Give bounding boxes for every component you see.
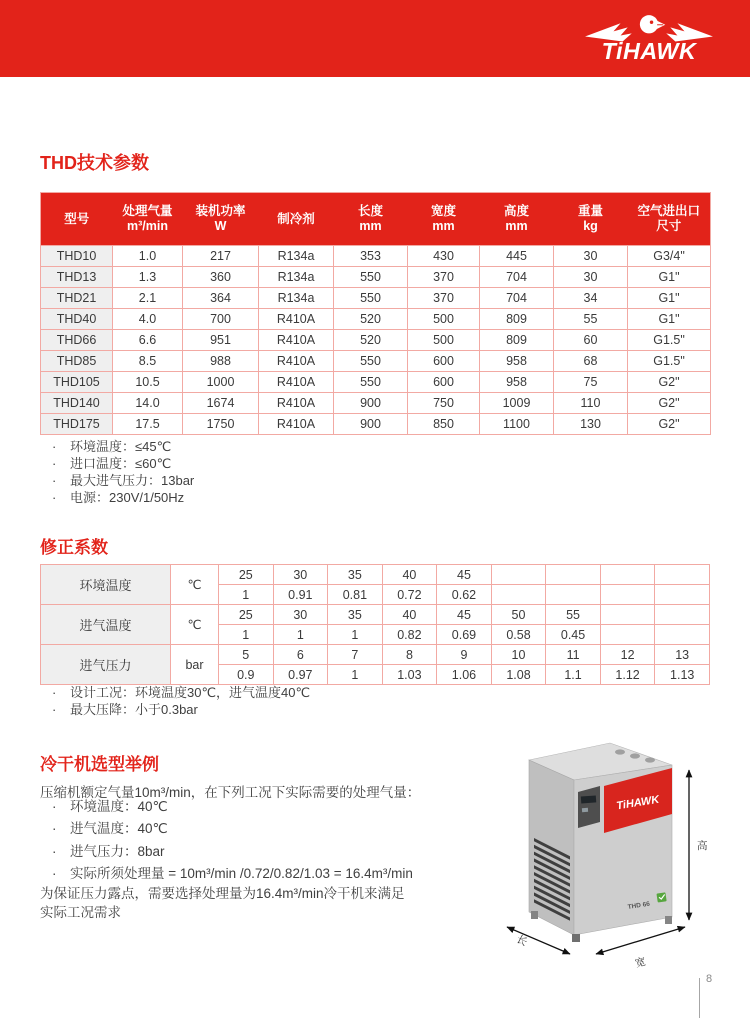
conclusion-line: 为保证压力露点，需要选择处理量为16.4m³/min冷干机来满足 [40,886,405,901]
spec-cell: 430 [408,246,480,267]
dryer-foot [531,911,538,919]
spec-notes-list [46,438,194,506]
spec-cell: R134a [259,288,334,309]
spec-cell: 809 [480,309,554,330]
eagle-head-icon [640,15,658,33]
spec-cell: 17.5 [113,414,183,435]
column-header-sub: m³/min [127,219,168,233]
bullet-dot: · [52,456,57,471]
spec-cell: 951 [183,330,259,351]
column-header [259,193,334,246]
model-cell: THD105 [41,372,113,393]
correction-factor-cell [600,585,655,605]
spec-cell: 370 [408,267,480,288]
column-header [628,193,711,246]
column-header-label: 空气进出口 [637,204,700,218]
correction-value-cell: 50 [491,605,546,625]
conclusion-line: 实际工况需求 [40,905,121,920]
spec-cell: 704 [480,267,554,288]
column-header-sub: mm [359,219,382,233]
dim-height-label: 高 [697,840,708,852]
correction-factor-cell: 0.81 [328,585,383,605]
correction-factor-cell: 1.1 [546,665,601,685]
correction-factor-cell: 1.13 [655,665,710,685]
dryer-foot [572,934,580,942]
product-image [492,730,730,970]
top-fitting [630,753,640,758]
model-cell: THD140 [41,393,113,414]
spec-cell: 550 [334,372,408,393]
example-section-title: 冷干机选型举例 [40,755,159,774]
column-header-sub: 尺寸 [656,219,682,233]
correction-row-label: 进气温度 [41,605,171,645]
correction-row-unit: ℃ [171,565,219,605]
spec-cell: 30 [554,246,628,267]
correction-value-cell: 8 [382,645,437,665]
list-item [46,818,413,840]
correction-row-values [41,605,710,625]
spec-cell: 700 [183,309,259,330]
model-cell: THD40 [41,309,113,330]
spec-cell: 364 [183,288,259,309]
spec-cell: 370 [408,288,480,309]
table-row [41,246,711,267]
correction-value-cell: 55 [546,605,601,625]
page-number: 8 [706,973,713,985]
correction-value-cell [546,565,601,585]
product-logo-text: TiHAWK [615,793,661,813]
spec-cell: 809 [480,330,554,351]
correction-row-label: 进气压力 [41,645,171,685]
bullet-dot: · [52,821,57,837]
spec-cell: 1000 [183,372,259,393]
spec-table [40,192,711,435]
correction-factor-cell [491,585,546,605]
spec-cell: 445 [480,246,554,267]
bullet-dot: · [52,702,57,717]
correction-factor-cell [600,625,655,645]
spec-cell: G2" [628,393,711,414]
correction-value-cell: 25 [219,605,274,625]
correction-row-unit: bar [171,645,219,685]
column-header-label: 型号 [64,211,90,226]
spec-cell: 520 [334,309,408,330]
spec-table-body [41,246,711,435]
correction-value-cell [491,565,546,585]
correction-value-cell: 7 [328,645,383,665]
spec-cell: G1.5" [628,330,711,351]
header-banner [0,0,750,77]
spec-cell: 550 [334,351,408,372]
product-model-label: THD 66 [627,900,651,911]
correction-value-cell: 5 [219,645,274,665]
quality-sticker [656,892,666,902]
correction-value-cell [600,565,655,585]
spec-cell: 2.1 [113,288,183,309]
table-row [41,393,711,414]
column-header-label: 长度 [357,204,383,218]
column-header-sub: mm [505,219,528,233]
correction-value-cell: 45 [437,565,492,585]
column-header [334,193,408,246]
table-row [41,267,711,288]
bullet-dot: · [52,685,57,700]
correction-value-cell: 40 [382,605,437,625]
list-item [46,489,194,506]
correction-value-cell [600,605,655,625]
correction-factor-cell: 0.91 [273,585,328,605]
footer-divider [699,978,700,1018]
list-item-text: 进气温度：40℃ [70,821,168,837]
column-header-sub: mm [432,219,455,233]
correction-value-cell: 35 [328,565,383,585]
column-header [480,193,554,246]
spec-cell: 360 [183,267,259,288]
width-dimension-arrow [596,927,685,954]
spec-cell: 958 [480,351,554,372]
list-item-text: 电源：230V/1/50Hz [70,490,185,505]
table-row [41,330,711,351]
spec-cell: 1.3 [113,267,183,288]
bullet-dot: · [52,843,57,859]
correction-factor-cell: 0.69 [437,625,492,645]
column-header [113,193,183,246]
correction-factor-cell: 0.45 [546,625,601,645]
spec-cell: 550 [334,267,408,288]
correction-table [40,564,710,685]
correction-table-body [41,565,710,685]
correction-factor-cell: 0.62 [437,585,492,605]
spec-cell: R410A [259,351,334,372]
spec-cell: R410A [259,372,334,393]
list-item-text: 设计工况：环境温度30℃，进气温度40℃ [70,685,311,700]
correction-value-cell: 13 [655,645,710,665]
dim-width-label: 宽 [633,955,648,970]
spec-cell: 75 [554,372,628,393]
column-header-sub: kg [583,219,598,233]
example-conclusion [40,884,490,922]
specs-section-title: THD技术参数 [40,153,149,173]
spec-cell: 900 [334,393,408,414]
correction-value-cell: 12 [600,645,655,665]
correction-factor-cell: 0.9 [219,665,274,685]
table-row [41,309,711,330]
model-cell: THD13 [41,267,113,288]
brand-logo [582,11,716,68]
spec-cell: 704 [480,288,554,309]
correction-value-cell [655,565,710,585]
spec-cell: G1" [628,267,711,288]
correction-value-cell: 25 [219,565,274,585]
spec-cell: 30 [554,267,628,288]
correction-value-cell: 30 [273,605,328,625]
correction-factor-cell: 1 [219,625,274,645]
spec-cell: 217 [183,246,259,267]
spec-cell: 600 [408,372,480,393]
correction-value-cell [655,605,710,625]
list-item [46,455,194,472]
spec-cell: G1.5" [628,351,711,372]
model-cell: THD66 [41,330,113,351]
correction-factor-cell: 1 [273,625,328,645]
correction-value-cell: 6 [273,645,328,665]
spec-table-header [41,193,711,246]
correction-factor-cell: 0.72 [382,585,437,605]
correction-factor-cell: 0.82 [382,625,437,645]
list-item-text: 进气压力：8bar [70,843,165,859]
list-item [46,863,413,885]
spec-cell: 500 [408,309,480,330]
model-cell: THD10 [41,246,113,267]
correction-row-unit: ℃ [171,605,219,645]
table-row [41,351,711,372]
correction-factor-cell: 0.97 [273,665,328,685]
column-header-label: 重量 [577,204,603,218]
spec-cell: G2" [628,372,711,393]
spec-cell: 55 [554,309,628,330]
spec-cell: 900 [334,414,408,435]
spec-cell: 68 [554,351,628,372]
correction-row-label: 环境温度 [41,565,171,605]
list-item [46,796,413,818]
correction-factor-cell: 1 [328,665,383,685]
correction-value-cell: 35 [328,605,383,625]
list-item [46,841,413,863]
list-item [46,438,194,455]
control-button [582,808,588,812]
spec-cell: 110 [554,393,628,414]
spec-cell: 1.0 [113,246,183,267]
correction-factor-cell: 1 [219,585,274,605]
spec-cell: 14.0 [113,393,183,414]
column-header-label: 宽度 [430,204,456,218]
model-cell: THD175 [41,414,113,435]
list-item-text: 最大压降：小于0.3bar [70,702,198,717]
spec-cell: 4.0 [113,309,183,330]
spec-cell: 1750 [183,414,259,435]
correction-factor-cell: 0.58 [491,625,546,645]
correction-section-title: 修正系数 [40,538,108,557]
table-row [41,414,711,435]
correction-value-cell: 40 [382,565,437,585]
spec-cell: G1" [628,288,711,309]
correction-factor-cell: 1.08 [491,665,546,685]
spec-cell: R410A [259,393,334,414]
list-item-text: 最大进气压力：13bar [70,473,195,488]
correction-notes-list [46,684,310,718]
correction-factor-cell: 1 [328,625,383,645]
spec-cell: 34 [554,288,628,309]
spec-cell: R134a [259,267,334,288]
example-intro-text: 压缩机额定气量10m³/min，在下列工况下实际需要的处理气量： [40,785,421,800]
list-item-text: 进口温度：≤60℃ [70,456,172,471]
column-header-label: 装机功率 [195,204,246,218]
correction-value-cell: 10 [491,645,546,665]
list-item [46,701,310,718]
spec-cell: R134a [259,246,334,267]
control-display [581,795,596,803]
spec-cell: G3/4" [628,246,711,267]
list-item-text: 环境温度：≤45℃ [70,439,172,454]
correction-factor-cell: 1.12 [600,665,655,685]
dim-length-label: 长 [514,933,530,949]
correction-factor-cell: 1.06 [437,665,492,685]
spec-cell: 550 [334,288,408,309]
spec-cell: 600 [408,351,480,372]
column-header-label: 高度 [503,204,529,218]
dryer-foot [665,916,672,924]
column-header [408,193,480,246]
bullet-dot: · [52,439,57,454]
spec-cell: 988 [183,351,259,372]
spec-cell: 520 [334,330,408,351]
correction-value-cell: 30 [273,565,328,585]
column-header-sub: W [214,219,227,233]
list-item [46,684,310,701]
bullet-dot: · [52,473,57,488]
model-cell: THD85 [41,351,113,372]
column-header [554,193,628,246]
bullet-dot: · [52,866,57,882]
correction-factor-cell: 1.03 [382,665,437,685]
top-fitting [645,757,655,762]
spec-header-row [41,193,711,246]
spec-cell: 958 [480,372,554,393]
column-header-label: 处理气量 [122,204,173,218]
correction-factor-cell [546,585,601,605]
correction-value-cell: 45 [437,605,492,625]
control-panel [578,786,600,828]
correction-row-values [41,565,710,585]
column-header [41,193,113,246]
spec-cell: 6.6 [113,330,183,351]
spec-cell: R410A [259,330,334,351]
top-fitting [615,749,625,754]
column-header-label: 制冷剂 [277,211,315,226]
spec-cell: 1100 [480,414,554,435]
spec-cell: 130 [554,414,628,435]
correction-row-values [41,645,710,665]
spec-cell: 8.5 [113,351,183,372]
spec-cell: R410A [259,309,334,330]
spec-cell: 60 [554,330,628,351]
table-row [41,372,711,393]
correction-factor-cell [655,625,710,645]
spec-cell: 850 [408,414,480,435]
correction-value-cell: 11 [546,645,601,665]
list-item-text: 实际所须处理量 = 10m³/min /0.72/0.82/1.03 = 16.4m³/min [70,866,413,882]
list-item-text: 环境温度：40℃ [70,799,168,814]
correction-factor-cell [655,585,710,605]
eagle-eye [650,21,653,24]
spec-cell: 353 [334,246,408,267]
example-bullets-list [46,796,413,886]
spec-cell: 750 [408,393,480,414]
correction-value-cell: 9 [437,645,492,665]
brand-logo-text: TiHAWK [601,37,697,64]
spec-cell: 10.5 [113,372,183,393]
bullet-dot: · [52,490,57,505]
spec-cell: 500 [408,330,480,351]
column-header [183,193,259,246]
spec-cell: G2" [628,414,711,435]
list-item [46,472,194,489]
bullet-dot: · [52,799,57,814]
model-cell: THD21 [41,288,113,309]
table-row [41,288,711,309]
spec-cell: R410A [259,414,334,435]
spec-cell: G1" [628,309,711,330]
spec-cell: 1009 [480,393,554,414]
spec-cell: 1674 [183,393,259,414]
